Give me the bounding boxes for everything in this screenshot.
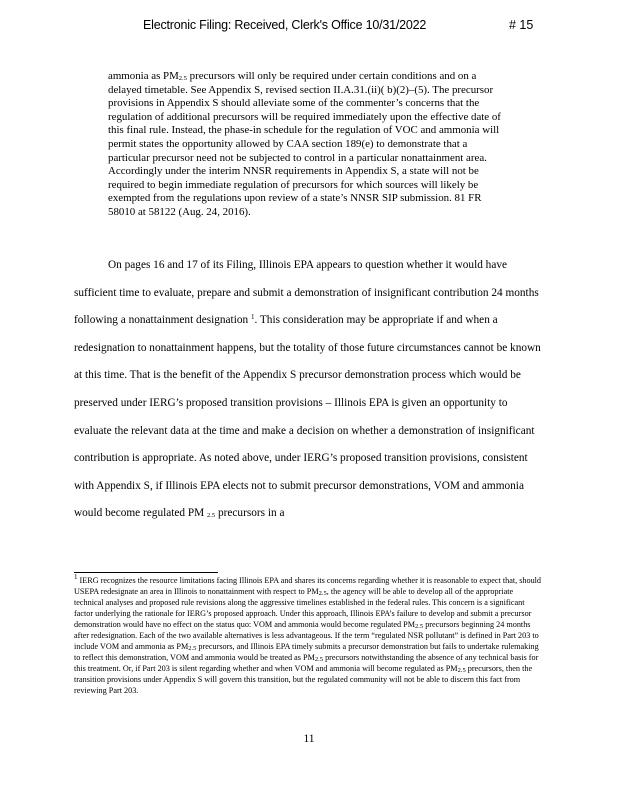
- block-quote: [108, 70, 510, 220]
- footnote-text: $^1$ IERG recognizes the resource limitations facing Illinois EPA and shares its concerns regarding whether it is reasonable to expect that, should USEPA redesignate an area in Illinois to nonattainment with respect to $PM_{2.5}$, the agency will be able to develop all of the appropriate technical analyses and proposed rule revisions along the aggressive timelines established in the federal rules. This concern is a significant factor underlying the rationale for IERG’s proposed approach. Under this approach, Illinois EPA’s failure to develop and submit a precursor demonstration would have no effect on the status quo: VOM and ammonia would become regulated $PM_{2.5}$ precursors beginning 24 months after redesignation. Each of the two available alternatives is less advantageous. If the term “regulated NSR pollutant” is defined in Part 203 to include VOM and ammonia as $PM_{2.5}$ precursors, and Illinois EPA timely submits a precursor demonstration but fails to undertake rulemaking to reflect this demonstration, VOM and ammonia would be treated as $PM_{2.5}$ precursors notwithstanding the absence of any technical basis for this treatment. Or, if Part 203 is silent regarding whether and when VOM and ammonia will become regulated as $PM_{2.5}$ precursors, then the transition provisions under Appendix S will govern this transition, but the regulated community will not be able to discern this fact from reviewing Part 203.: [74, 573, 542, 695]
- footnote-reference[interactable]: 1: [250, 313, 255, 322]
- page-number: 11: [303, 733, 315, 745]
- quote-text: ammonia as $PM_{2.5}$ precursors will only be required under certain conditions and on a delayed timetable. See Appendix S, revised section II.A.31.(ii)( b)(2)–(5). The precursor provisions in Appendix S should alleviate some of the commenter’s concerns that the regulation of additional precursors will be required immediately upon the effective date of this final rule. Instead, the phase-in schedule for the regulation of VOC and ammonia will permit states the opportunity allowed by CAA section 189(e) to demonstrate that a particular precursor need not be subjected to control in a particular nonattainment area. Accordingly under the interim NNSR requirements in Appendix S, a state will not be required to begin immediate regulation of precursors for which sources will likely be exempted from the regulations upon review of a state’s NNSR SIP submission. 81 FR 58010 at 58122 (Aug. 24, 2016).: [108, 70, 501, 218]
- filing-stamp-title: Electronic Filing: Received, Clerk's Office 10/31/2022: [143, 18, 427, 32]
- footnote-marker: 1: [74, 573, 78, 581]
- footnote: [74, 575, 544, 696]
- document-number: # 15: [509, 18, 534, 32]
- body-text: [74, 252, 544, 528]
- body-paragraph: On pages 16 and 17 of its Filing, Illinois EPA appears to question whether it would have sufficient time to evaluate, prepare and submit a demonstration of insignificant contribution 24 months following a nonattainment designation $^1$. This consideration may be appropriate if and when a redesignation to nonattainment happens, but the totality of those future circumstances cannot be known at this time. That is the benefit of the Appendix S precursor demonstration process which would be preserved under IERG’s proposed transition provisions – Illinois EPA is given an opportunity to evaluate the relevant data at the time and make a decision on whether a demonstration of insignificant contribution is appropriate. As noted above, under IERG’s proposed transition provisions, consistent with Appendix S, if Illinois EPA elects not to submit precursor demonstrations, VOM and ammonia would become regulated PM $_{2.5}$ precursors in a: [74, 259, 541, 520]
- filing-header: [0, 18, 618, 36]
- footnote-divider: [74, 572, 218, 573]
